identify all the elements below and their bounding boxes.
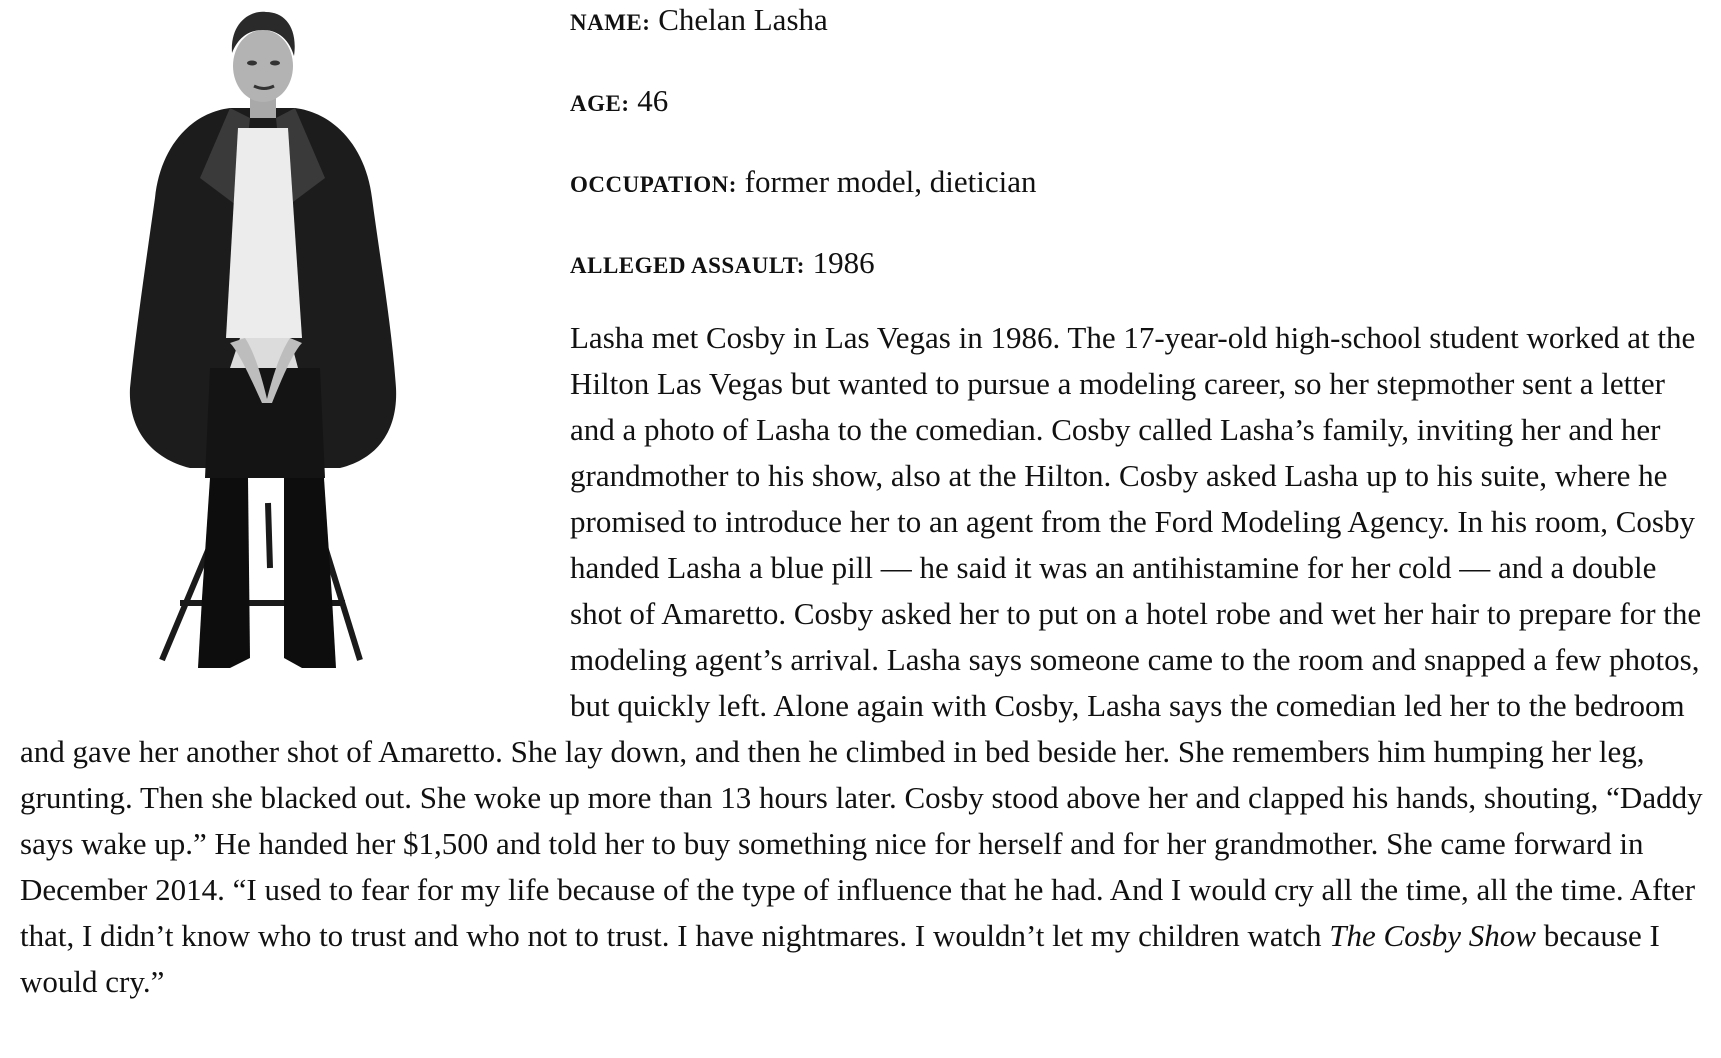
age-value: 46 — [637, 83, 669, 118]
portrait-photo — [80, 8, 440, 708]
occupation-value: former model, dietician — [744, 164, 1037, 199]
age-label: AGE: — [570, 91, 630, 116]
story-text-end: because I would cry.” — [20, 918, 1660, 999]
assault-label: ALLEGED ASSAULT: — [570, 253, 805, 278]
name-label: NAME: — [570, 10, 651, 35]
show-title: The Cosby Show — [1329, 918, 1536, 953]
assault-value: 1986 — [812, 245, 875, 280]
occupation-label: OCCUPATION: — [570, 172, 737, 197]
name-value: Chelan Lasha — [658, 2, 828, 37]
story-text-main: Lasha met Cosby in Las Vegas in 1986. The 17-year-old high-school student worked at the Hilton Las Vegas but wanted to pursue a modeling career, so her stepmother sent a letter and a photo of Lasha to the comedian. Cosby called Lasha’s family, inviting her and her grandmother to his show, also at the Hilton. Cosby asked Lasha up to his suite, where he promised to introduce her to an agent from the Ford Modeling Agency. In his room, Cosby handed Lasha a blue pill — he said it was an antihistamine for her cold — and a double shot of Amaretto. Cosby asked her to put on a hotel robe and wet her hair to prepare for the modeling agent’s arrival. Lasha says someone came to the room and snapped a few photos, but quickly left. Alone again with Cosby, Lasha says the comedian led her to the bedroom and gave her another shot of Amaretto. She lay down, and then he climbed in bed beside her. She remembers him humping her leg, grunting. Then she blacked out. She woke up more than 13 hours later. Cosby stood above her and clapped his hands, shouting, “Daddy says wake up.” He handed her $1,500 and told her to buy something nice for herself and for her grandmother. She came forward in December 2014. “I used to fear for my life because of the type of influence that he had. And I would cry all the time, all the time. After that, I didn’t know who to trust and who not to trust. I have nightmares. I wouldn’t let my children watch — [20, 320, 1703, 953]
